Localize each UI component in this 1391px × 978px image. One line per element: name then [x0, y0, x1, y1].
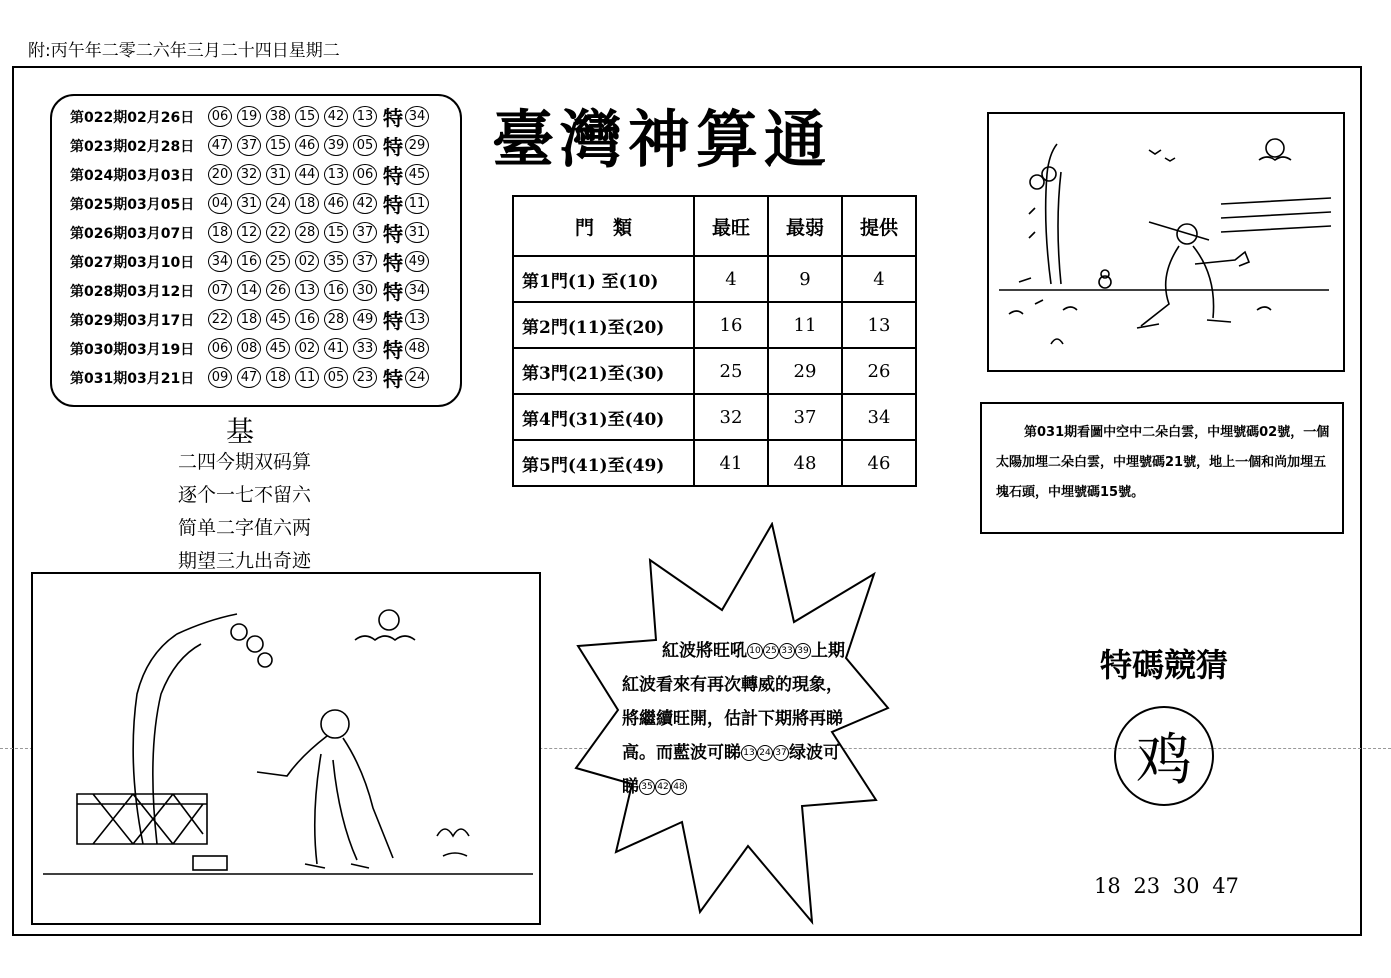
- gate-cold: 29: [768, 348, 842, 394]
- star-line-4: 高。而藍波可睇 13 24 37 绿波可: [622, 743, 840, 763]
- gate-hot: 16: [694, 302, 768, 348]
- history-results-box: [50, 94, 462, 407]
- history-row-label: 第031期03月21日: [70, 370, 195, 387]
- number-ball: 14: [237, 280, 261, 301]
- star-line-3: 將繼續旺開，估計下期將再睇: [622, 709, 843, 729]
- number-ball: 15: [324, 222, 348, 243]
- note-box: [980, 402, 1344, 534]
- number-ball: 37: [353, 222, 377, 243]
- special-label: 特: [383, 338, 403, 362]
- number-ball: 31: [237, 193, 261, 214]
- history-rows: [70, 102, 460, 392]
- number-ball: 46: [295, 135, 319, 156]
- star-text: [622, 634, 884, 804]
- gate-offer: 34: [842, 394, 916, 440]
- small-number-ball: 13: [741, 745, 757, 761]
- gate-row: [513, 348, 916, 394]
- special-number-ball: 45: [405, 164, 429, 185]
- special-number-ball: 11: [405, 193, 429, 214]
- gate-label: 第2門(11)至(20): [513, 302, 694, 348]
- number-ball: 05: [353, 135, 377, 156]
- number-ball: 45: [266, 309, 290, 330]
- number-ball: 06: [353, 164, 377, 185]
- zodiac-text: 鸡: [1136, 728, 1192, 793]
- special-label: 特: [383, 309, 403, 333]
- special-label: 特: [383, 135, 403, 159]
- poem-title: 基: [226, 415, 255, 448]
- number-ball: 12: [237, 222, 261, 243]
- number-ball: 18: [237, 309, 261, 330]
- gate-hot: 32: [694, 394, 768, 440]
- guess-numbers: 18 23 30 47: [1094, 874, 1239, 898]
- number-ball: 33: [353, 338, 377, 359]
- star-line-1: 紅波將旺吼 10 25 33 39 上期: [662, 641, 845, 661]
- main-title: 臺灣神算通: [492, 103, 833, 176]
- number-ball: 16: [237, 251, 261, 272]
- gate-cold: 48: [768, 440, 842, 486]
- special-number-ball: 29: [405, 135, 429, 156]
- scholar-drawing: [33, 574, 539, 923]
- number-ball: 13: [295, 280, 319, 301]
- history-row: [70, 247, 460, 276]
- number-ball: 32: [237, 164, 261, 185]
- special-number-ball: 34: [405, 280, 429, 301]
- number-ball: 20: [208, 164, 232, 185]
- number-ball: 15: [295, 106, 319, 127]
- guess-title: 特碼競猜: [1100, 646, 1229, 684]
- gate-header-offer: 提供: [842, 196, 916, 256]
- number-ball: 18: [266, 367, 290, 388]
- number-ball: 41: [324, 338, 348, 359]
- history-row-label: 第027期03月10日: [70, 254, 195, 271]
- gate-header-cold: 最弱: [768, 196, 842, 256]
- history-row: [70, 276, 460, 305]
- number-ball: 46: [324, 193, 348, 214]
- gate-cold: 9: [768, 256, 842, 302]
- number-ball: 35: [324, 251, 348, 272]
- gate-cold: 37: [768, 394, 842, 440]
- history-row: [70, 102, 460, 131]
- monk-illustration: [987, 112, 1345, 372]
- special-number-ball: 49: [405, 251, 429, 272]
- number-ball: 28: [324, 309, 348, 330]
- scholar-illustration: [31, 572, 541, 925]
- number-ball: 06: [208, 106, 232, 127]
- history-row-label: 第029期03月17日: [70, 312, 195, 329]
- number-ball: 18: [208, 222, 232, 243]
- special-number-ball: 34: [405, 106, 429, 127]
- small-number-ball: 33: [779, 643, 795, 659]
- history-row: [70, 189, 460, 218]
- number-ball: 02: [295, 338, 319, 359]
- poem-line: 二四今期双码算: [178, 451, 312, 473]
- number-ball: 23: [353, 367, 377, 388]
- history-row-label: 第028期03月12日: [70, 283, 195, 300]
- number-ball: 42: [324, 106, 348, 127]
- number-ball: 24: [266, 193, 290, 214]
- poem-line: 期望三九出奇迹: [178, 550, 312, 572]
- star-line-5: 睇 35 42 48: [622, 770, 884, 804]
- number-ball: 39: [324, 135, 348, 156]
- history-row-label: 第025期03月05日: [70, 196, 195, 213]
- number-ball: 06: [208, 338, 232, 359]
- history-row-label: 第024期03月03日: [70, 167, 195, 184]
- small-number-ball: 39: [795, 643, 811, 659]
- gate-hot: 41: [694, 440, 768, 486]
- gate-header-hot: 最旺: [694, 196, 768, 256]
- small-number-ball: 42: [655, 779, 671, 795]
- poem-line: 简单二字值六两: [178, 517, 312, 539]
- gate-row: [513, 440, 916, 486]
- history-row: [70, 305, 460, 334]
- number-ball: 37: [237, 135, 261, 156]
- small-number-ball: 10: [747, 643, 763, 659]
- number-ball: 28: [295, 222, 319, 243]
- number-ball: 31: [266, 164, 290, 185]
- number-ball: 22: [208, 309, 232, 330]
- small-number-ball: 24: [757, 745, 773, 761]
- gate-label: 第5門(41)至(49): [513, 440, 694, 486]
- gate-offer: 13: [842, 302, 916, 348]
- history-row-label: 第022期02月26日: [70, 109, 195, 126]
- gate-row: [513, 302, 916, 348]
- small-number-ball: 48: [671, 779, 687, 795]
- special-label: 特: [383, 251, 403, 275]
- number-ball: 15: [266, 135, 290, 156]
- history-row: [70, 131, 460, 160]
- number-ball: 05: [324, 367, 348, 388]
- number-ball: 19: [237, 106, 261, 127]
- special-label: 特: [383, 367, 403, 391]
- history-row-label: 第023期02月28日: [70, 138, 195, 155]
- number-ball: 13: [324, 164, 348, 185]
- number-ball: 34: [208, 251, 232, 272]
- special-label: 特: [383, 106, 403, 130]
- number-ball: 13: [353, 106, 377, 127]
- number-ball: 02: [295, 251, 319, 272]
- number-ball: 45: [266, 338, 290, 359]
- number-ball: 11: [295, 367, 319, 388]
- special-label: 特: [383, 222, 403, 246]
- history-row-label: 第030期03月19日: [70, 341, 195, 358]
- gate-table-header: [513, 196, 916, 256]
- gate-row: [513, 256, 916, 302]
- history-row: [70, 160, 460, 189]
- gate-cold: 11: [768, 302, 842, 348]
- special-number-ball: 31: [405, 222, 429, 243]
- small-number-ball: 25: [763, 643, 779, 659]
- gate-hot: 25: [694, 348, 768, 394]
- number-ball: 04: [208, 193, 232, 214]
- special-number-ball: 24: [405, 367, 429, 388]
- number-ball: 25: [266, 251, 290, 272]
- special-label: 特: [383, 193, 403, 217]
- number-ball: 47: [208, 135, 232, 156]
- gate-header-category: 門 類: [513, 196, 694, 256]
- special-number-ball: 48: [405, 338, 429, 359]
- note-text: 第031期看圖中空中二朵白雲，中埋號碼02號，一個太陽加埋二朵白雲，中埋號碼21號，地上一個和尚加埋五塊石頭，中埋號碼15號。: [996, 425, 1330, 500]
- gate-row: [513, 394, 916, 440]
- number-ball: 47: [237, 367, 261, 388]
- star-line-2: 紅波看來有再次轉威的現象，: [622, 675, 843, 695]
- gate-offer: 26: [842, 348, 916, 394]
- number-ball: 08: [237, 338, 261, 359]
- small-number-ball: 37: [773, 745, 789, 761]
- history-row-label: 第026期03月07日: [70, 225, 195, 242]
- number-ball: 22: [266, 222, 290, 243]
- number-ball: 42: [353, 193, 377, 214]
- number-ball: 07: [208, 280, 232, 301]
- date-line: 附:丙午年二零二六年三月二十四日星期二: [28, 41, 340, 61]
- gate-hot: 4: [694, 256, 768, 302]
- special-label: 特: [383, 164, 403, 188]
- gate-label: 第1門(1) 至(10): [513, 256, 694, 302]
- gate-offer: 4: [842, 256, 916, 302]
- number-ball: 16: [324, 280, 348, 301]
- history-row: [70, 218, 460, 247]
- special-label: 特: [383, 280, 403, 304]
- gate-table: [512, 195, 917, 487]
- number-ball: 26: [266, 280, 290, 301]
- number-ball: 30: [353, 280, 377, 301]
- small-number-ball: 35: [639, 779, 655, 795]
- monk-drawing: [989, 114, 1343, 370]
- number-ball: 49: [353, 309, 377, 330]
- gate-offer: 46: [842, 440, 916, 486]
- poem-line: 逐个一七不留六: [178, 484, 312, 506]
- number-ball: 44: [295, 164, 319, 185]
- number-ball: 38: [266, 106, 290, 127]
- gate-label: 第4門(31)至(40): [513, 394, 694, 440]
- gate-label: 第3門(21)至(30): [513, 348, 694, 394]
- history-row: [70, 334, 460, 363]
- number-ball: 18: [295, 193, 319, 214]
- special-number-ball: 13: [405, 309, 429, 330]
- zodiac-circle: [1114, 706, 1214, 806]
- number-ball: 16: [295, 309, 319, 330]
- history-row: [70, 363, 460, 392]
- number-ball: 37: [353, 251, 377, 272]
- number-ball: 09: [208, 367, 232, 388]
